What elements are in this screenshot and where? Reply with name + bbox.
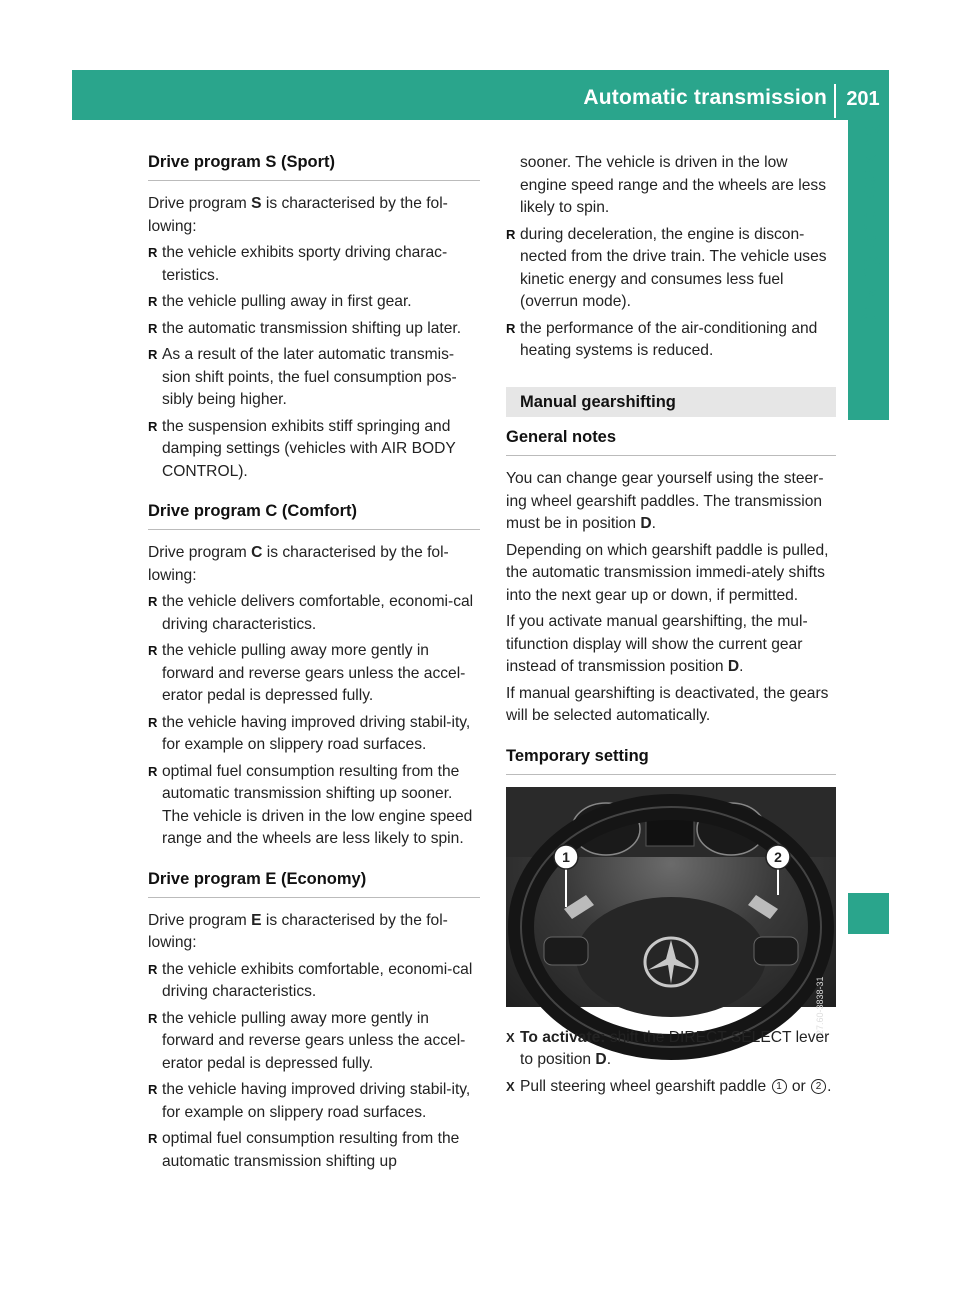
chapter-marker <box>848 893 889 934</box>
intro-comfort: Drive program C is characterised by the fol-lowing: <box>148 544 449 584</box>
list-continued <box>506 152 836 363</box>
chapter-label: Driving and parking <box>856 122 881 329</box>
list-item: R the vehicle pulling away more gently in forward and reverse gears unless the accel-erator pedal is depressed fully. <box>148 640 480 708</box>
list-item: R As a result of the later automatic transmis-sion shift points, the fuel consumption pos-sibly being higher. <box>148 344 480 412</box>
list-item: R the vehicle having improved driving stabil-ity, for example on slippery road surfaces. <box>148 1079 480 1124</box>
list-item-continued: sooner. The vehicle is driven in the low engine speed range and the wheels are less likely to spin. <box>520 154 827 216</box>
list-item: R the vehicle delivers comfortable, economi-cal driving characteristics. <box>148 591 480 636</box>
callout-ref-2: 2 <box>811 1079 826 1094</box>
list-item: R the vehicle pulling away more gently in forward and reverse gears unless the accel-erator pedal is depressed fully. <box>148 1008 480 1076</box>
list-economy <box>148 959 480 1174</box>
list-sport <box>148 242 480 483</box>
callout-ref-1: 1 <box>772 1079 787 1094</box>
step-arrow-icon: X <box>506 1078 515 1094</box>
list-item: R the vehicle pulling away in first gear. <box>148 291 480 314</box>
callout-1: 1 <box>562 848 570 865</box>
heading-economy: Drive program E (Economy) <box>148 867 480 898</box>
step-pull-paddle: X Pull steering wheel gearshift paddle 1 or 2 . <box>506 1076 836 1099</box>
list-item: R the automatic transmission shifting up later. <box>148 318 480 341</box>
list-item: R the vehicle exhibits comfortable, economi-cal driving characteristics. <box>148 959 480 1004</box>
right-column <box>506 152 836 1102</box>
list-item: R the vehicle exhibits sporty driving charac-teristics. <box>148 242 480 287</box>
general-p2: Depending on which gearshift paddle is pulled, the automatic transmission immedi-ately shifts into the next gear up or down, if permitted. <box>506 541 829 604</box>
step-activate: X To activate: shift the DIRECT SELECT lever to position D. <box>506 1028 830 1068</box>
image-code: P27.60-3838-31 <box>815 976 826 1042</box>
list-item: R optimal fuel consumption resulting from the automatic transmission shifting up sooner. The vehicle is driven in the low engine speed range and the wheels are less likely to spin. <box>148 761 480 851</box>
list-item: R during deceleration, the engine is discon-nected from the drive train. The vehicle uses kinetic energy and consumes less fuel (overrun mode). <box>506 224 836 314</box>
list-item: R the vehicle having improved driving stabil-ity, for example on slippery road surfaces. <box>148 712 480 757</box>
heading-comfort: Drive program C (Comfort) <box>148 499 480 530</box>
page-number: 201 <box>846 88 880 110</box>
general-p3: If you activate manual gearshifting, the mul-tifunction display will show the current gear instead of transmission position D. <box>506 613 808 675</box>
header-separator <box>834 84 836 118</box>
steering-wheel-image <box>506 787 836 1042</box>
list-item: R the suspension exhibits stiff springing and damping settings (vehicles with AIR BODY CONTROL). <box>148 416 480 484</box>
header-bar <box>72 70 889 120</box>
general-p4: If manual gearshifting is deactivated, the gears will be selected automatically. <box>506 684 829 724</box>
manual-gearshifting-heading: Manual gearshifting <box>506 387 836 418</box>
list-item: R the performance of the air-conditioning and heating systems is reduced. <box>506 318 836 363</box>
steering-wheel-illustration <box>506 787 836 1007</box>
heading-general-notes: General notes <box>506 425 836 456</box>
list-comfort <box>148 591 480 851</box>
heading-temporary-setting: Temporary setting <box>506 744 836 775</box>
intro-economy: Drive program E is characterised by the fol-lowing: <box>148 911 448 951</box>
general-p1: You can change gear yourself using the steer-ing wheel gearshift paddles. The transmission must be in position D. <box>506 470 824 532</box>
heading-sport: Drive program S (Sport) <box>148 150 480 181</box>
callout-2: 2 <box>774 848 782 865</box>
list-item: R optimal fuel consumption resulting from the automatic transmission shifting up <box>148 1128 480 1173</box>
section-title: Automatic transmission <box>583 86 827 109</box>
intro-sport: Drive program S is characterised by the fol-lowing: <box>148 195 448 235</box>
left-column <box>148 150 480 1177</box>
step-arrow-icon: X <box>506 1029 515 1045</box>
